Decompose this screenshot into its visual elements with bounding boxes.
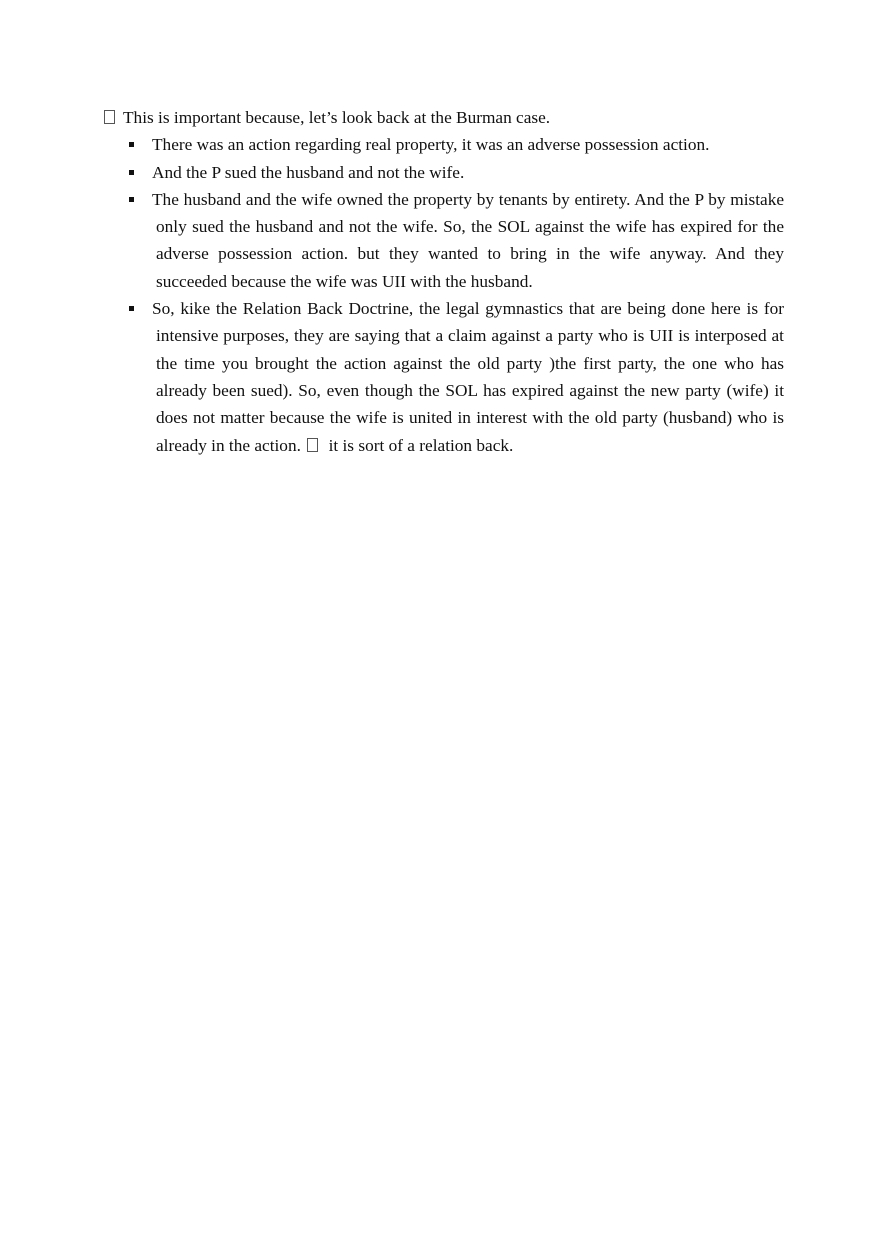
square-bullet-icon [129,170,134,175]
bullet-list [104,131,784,459]
lead-paragraph [104,104,784,131]
bullet-item [104,131,784,158]
checkbox-square-icon [307,438,318,452]
bullet-text: The husband and the wife owned the property by tenants by entirety. And the P by mistake only sued the husband and not the wife. So, the SOL against the wife has expired for the adverse possession action. but they wanted to bring in the wife anyway. And they succeeded because the wife was UII with the husband. [152,189,784,291]
bullet-text-tail: it is sort of a relation back. [328,435,514,455]
square-bullet-icon [129,197,134,202]
bullet-item [104,159,784,186]
square-bullet-icon [129,306,134,311]
bullet-text: So, kike the Relation Back Doctrine, the legal gymnastics that are being done here is for intensive purposes, they are saying that a claim against a party who is UII is interposed at the time you brought the action against the old party )the first party, the one who has already been sued). So, even though the SOL has expired against the new party (wife) it does not matter because the wife is united in interest with the old party (husband) who is already in the action. [152,299,784,455]
document-body [104,104,784,459]
square-bullet-icon [129,142,134,147]
bullet-text: There was an action regarding real property, it was an adverse possession action. [152,135,710,155]
checkbox-square-icon [104,110,115,124]
bullet-item [104,295,784,459]
lead-text: This is important because, let’s look back at the Burman case. [123,108,551,127]
bullet-item [104,186,784,295]
bullet-text: And the P sued the husband and not the wife. [152,162,465,182]
